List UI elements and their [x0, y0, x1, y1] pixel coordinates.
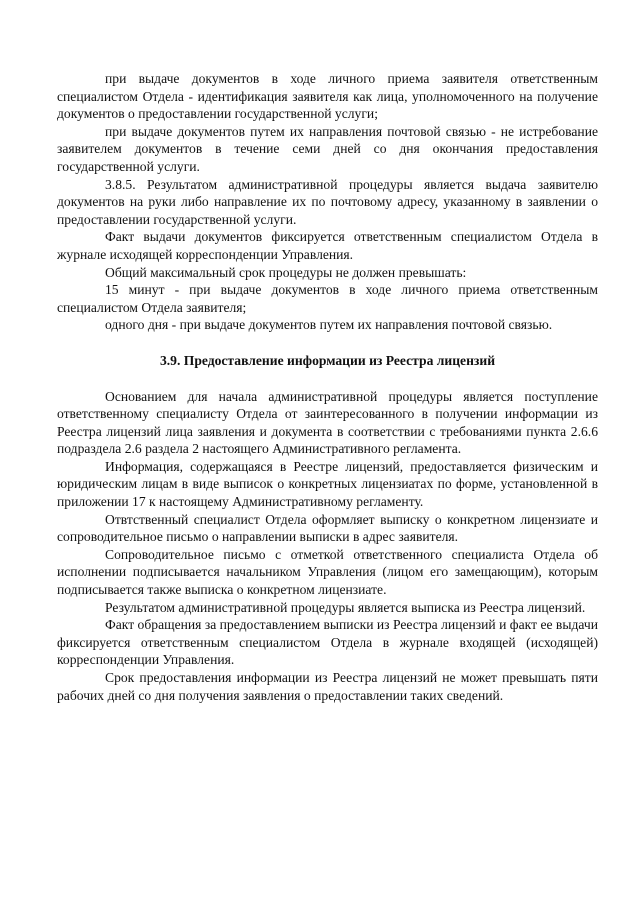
section-3-8-continuation: [57, 70, 598, 334]
paragraph: 15 минут - при выдаче документов в ходе личного приема ответственным специалистом Отдела заявителя;: [57, 282, 598, 315]
paragraph: при выдаче документов путем их направления почтовой связью - не истребование заявителем документов в течение семи дней со дня окончания предоставления государственной услуги.: [57, 123, 598, 174]
paragraph: Факт обращения за предоставлением выписки из Реестра лицензий и факт ее выдачи фиксируется ответственным специалистом Отдела в журнале входящей (исходящей) корреспонденции Управления.: [57, 617, 598, 668]
paragraph: Срок предоставления информации из Реестра лицензий не может превышать пяти рабочих дней со дня получения заявления о предоставлении таких сведений.: [57, 670, 598, 703]
paragraph: Основанием для начала административной процедуры является поступление ответственному специалисту Отдела от заинтересованного в получении информации из Реестра лицензий лица заявления и документа в соответствии с требованиями пункта 2.6.6 подраздела 2.6 раздела 2 настоящего Административного регламента.: [57, 388, 598, 457]
section-heading: 3.9. Предоставление информации из Реестра лицензий: [159, 352, 496, 368]
paragraph: Отвтственный специалист Отдела оформляет выписку о конкретном лицензиате и сопроводительное письмо о направлении выписки в адрес заявителя.: [57, 511, 598, 545]
paragraph: одного дня - при выдаче документов путем их направления почтовой связью.: [105, 317, 553, 333]
document-page: [57, 70, 598, 704]
paragraph: Общий максимальный срок процедуры не должен превышать:: [105, 264, 467, 280]
paragraph: 3.8.5. Результатом административной процедуры является выдача заявителю документов на руки либо направление их по почтовому адресу, указанному в заявлении о предоставлении государственной услуги.: [57, 176, 598, 227]
paragraph: при выдаче документов в ходе личного приема заявителя ответственным специалистом Отдела - идентификация заявителя как лица, уполномоченного на получение документов о предоставлении государственной услуги;: [57, 71, 598, 122]
paragraph: Результатом административной процедуры является выписка из Реестра лицензий.: [105, 599, 586, 615]
paragraph: Информация, содержащаяся в Реестре лицензий, предоставляется физическим и юридическим лицам в виде выписок о конкретных лицензиатах по форме, установленной в приложении 17 к настоящему Административному регламенту.: [57, 458, 598, 510]
paragraph: Факт выдачи документов фиксируется ответственным специалистом Отдела в журнале исходящей корреспонденции Управления.: [57, 229, 598, 262]
section-3-9: [57, 388, 598, 705]
paragraph: Сопроводительное письмо с отметкой ответственного специалиста Отдела об исполнении подписывается начальником Управления (лицом его замещающим), которым подписывается также выписка о конкретном лицензиате.: [57, 546, 598, 598]
